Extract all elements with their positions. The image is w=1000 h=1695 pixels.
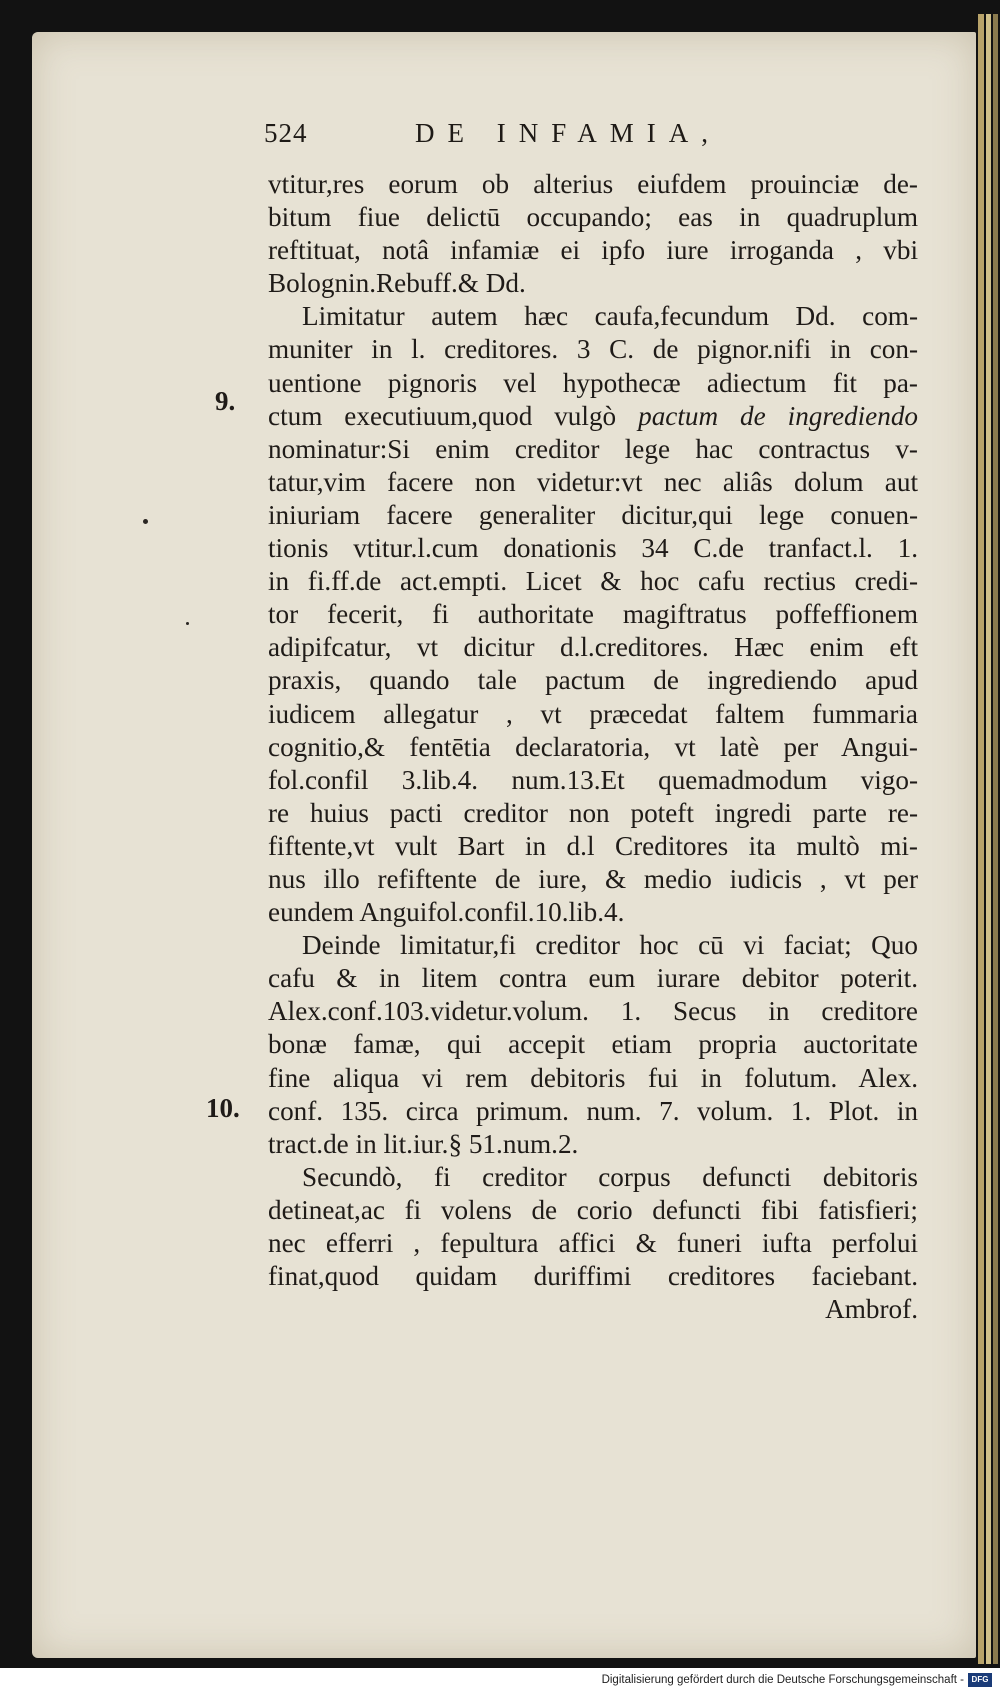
text-line: finat,quod quidam duriffimi creditores faciebant. <box>268 1261 918 1292</box>
margin-number: 10. <box>206 1093 240 1123</box>
text-line: eundem Anguifol.confil.10.lib.4. <box>268 897 625 928</box>
text-line: iudicem allegatur , vt præcedat faltem fummaria <box>268 698 918 729</box>
italic-phrase: pactum de ingrediendo <box>638 400 919 431</box>
text-line: tatur,vim facere non videtur:vt nec aliâs dolum aut <box>268 466 918 497</box>
text-line: nominatur:Si enim creditor lege hac contractus v- <box>268 433 918 464</box>
page-header <box>232 118 932 158</box>
text-line: Alex.conf.103.videtur.volum. 1. Secus in creditore <box>268 996 918 1027</box>
text-line: fol.confil 3.lib.4. num.13.Et quemadmodum vigo- <box>268 764 918 795</box>
text-line: nus illo refiftente de iure, & medio iudicis , vt per <box>268 863 918 894</box>
running-title: DE INFAMIA, <box>415 118 721 148</box>
footer-credit: Digitalisierung gefördert durch die Deutsche Forschungsgemeinschaft - <box>601 1674 964 1686</box>
book-edge <box>993 14 998 1664</box>
text-line: cafu & in litem contra eum iurare debitor poterit. <box>268 963 918 994</box>
text-line: nec efferri , fepultura affici & funeri iufta perfolui <box>268 1228 918 1258</box>
text-line: reftituat, notâ infamiæ ei ipfo iure irroganda , vbi <box>268 235 918 266</box>
text-line: detineat,ac fi volens de corio defuncti fibi fatisfieri; <box>268 1194 918 1225</box>
text-line: vtitur,res eorum ob alterius eiufdem prouinciæ de- <box>268 169 918 199</box>
text-line: tor fecerit, fi authoritate magiftratus poffeffionem <box>268 599 918 630</box>
dfg-logo: DFG <box>968 1673 992 1687</box>
catchword: Ambrof. <box>825 1294 918 1325</box>
text-line: in fi.ff.de act.empti. Licet & hoc cafu rectius credi- <box>268 566 918 597</box>
ink-mark <box>143 519 148 524</box>
text-line: bonæ famæ, qui accepit etiam propria auctoritate <box>268 1029 918 1060</box>
text-line: adipifcatur, vt dicitur d.l.creditores. Hæc enim eft <box>268 632 918 663</box>
text-line: conf. 135. circa primum. num. 7. volum. 1. Plot. in <box>268 1095 918 1126</box>
text-line: cognitio,& fentētia declaratoria, vt latè per Angui- <box>268 731 918 762</box>
text-line: re huius pacti creditor non poteft ingredi parte re- <box>268 797 918 828</box>
text-line: fine aliqua vi rem debitoris fui in folutum. Alex. <box>268 1062 918 1093</box>
text-line: Limitatur autem hæc caufa,fecundum Dd. com- <box>302 301 918 332</box>
text-line: Secundò, fi creditor corpus defuncti debitoris <box>302 1161 918 1192</box>
text-line <box>268 400 918 433</box>
ink-mark <box>186 622 189 625</box>
book-edge <box>978 14 984 1664</box>
digitization-footer <box>0 1668 1000 1695</box>
page-number: 524 <box>264 118 308 148</box>
text-line: muniter in l. creditores. 3 C. de pignor.nifi in con- <box>268 334 918 365</box>
text-line: Deinde limitatur,fi creditor hoc cū vi faciat; Quo <box>302 930 918 961</box>
text-line: iniuriam facere generaliter dicitur,qui lege conuen- <box>268 499 918 530</box>
text-line: praxis, quando tale pactum de ingrediendo apud <box>268 665 918 696</box>
text-line: Bolognin.Rebuff.& Dd. <box>268 268 526 299</box>
text-line: uentione pignoris vel hypothecæ adiectum fit pa- <box>268 367 918 398</box>
text-line: fiftente,vt vult Bart in d.l Creditores ita multò mi- <box>268 830 918 861</box>
text-line: tionis vtitur.l.cum donationis 34 C.de tranfact.l. 1. <box>268 533 918 564</box>
book-edge <box>986 14 991 1664</box>
body-text <box>268 168 918 1326</box>
margin-number: 9. <box>215 386 236 416</box>
text-segment: ctum executiuum,quod vulgò <box>268 400 617 431</box>
text-line: tract.de in lit.iur.§ 51.num.2. <box>268 1128 579 1159</box>
text-line: bitum fiue delictū occupando; eas in quadruplum <box>268 202 918 233</box>
